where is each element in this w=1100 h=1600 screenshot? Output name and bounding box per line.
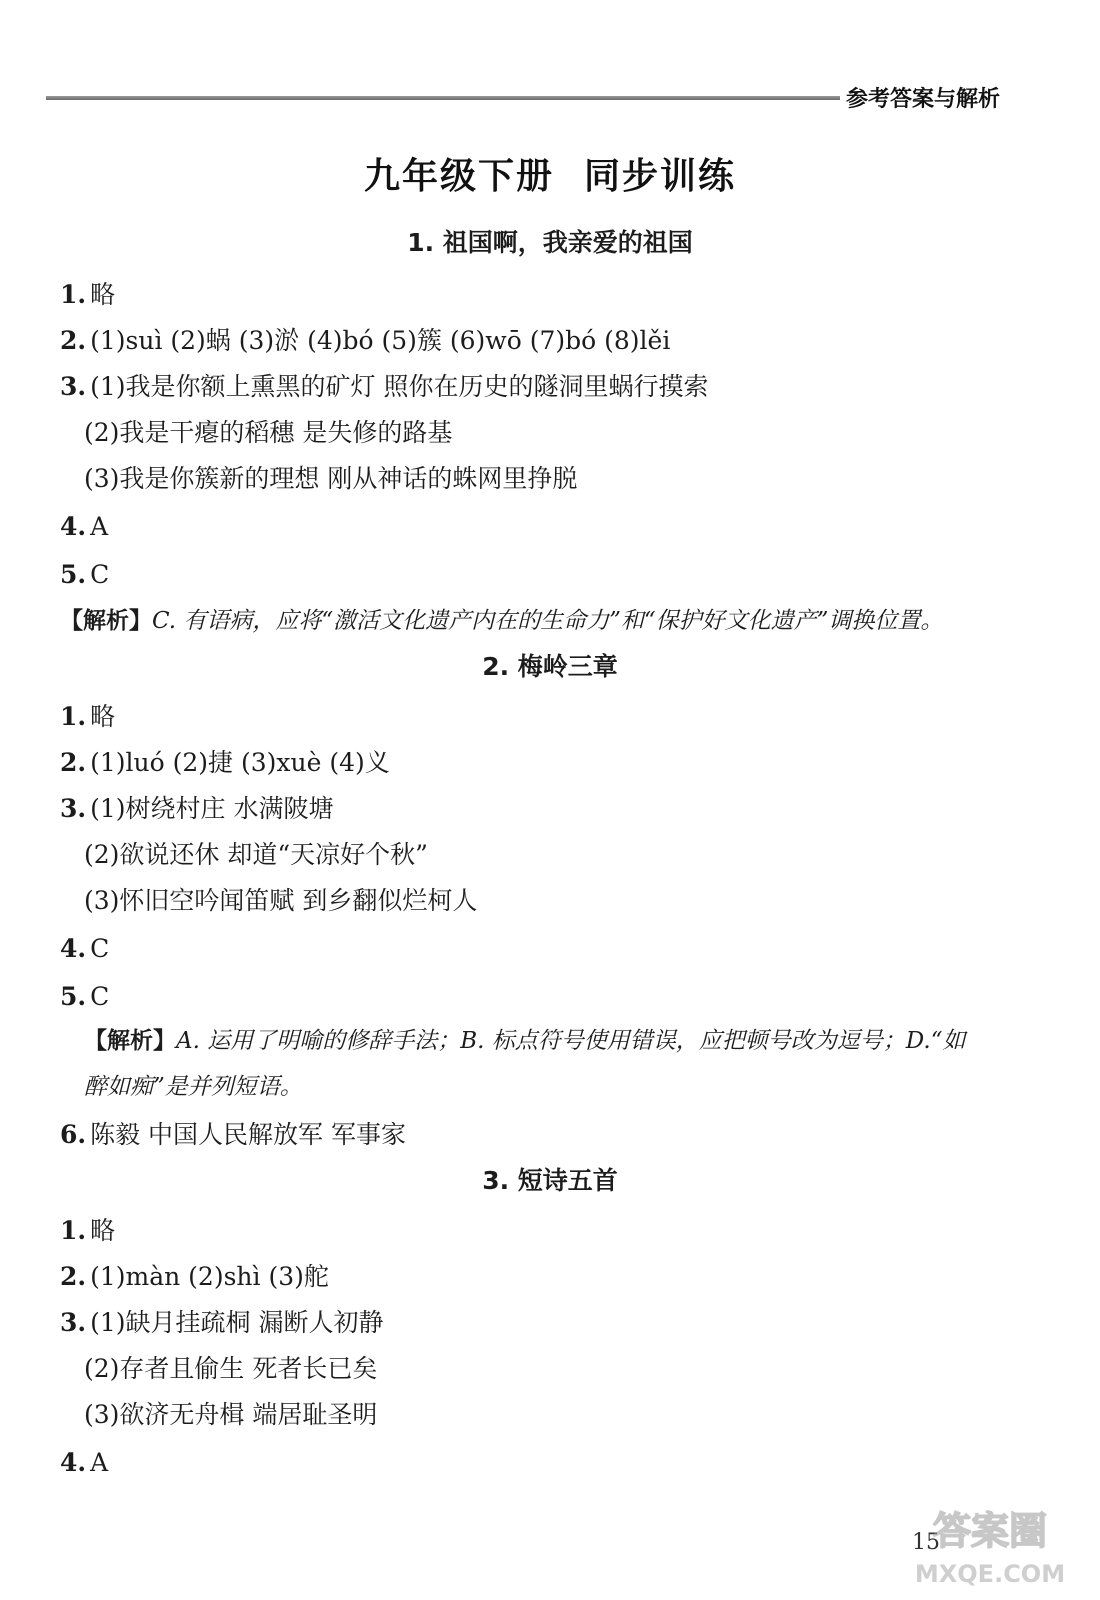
page-number: 15 [912,1530,940,1555]
answer-text: 陈毅 中国人民解放军 军事家 [90,1120,407,1149]
answer-line [60,512,108,542]
answer-text: A [90,1448,109,1477]
answer-line [60,1448,108,1478]
answer-number: 4. [60,934,87,963]
analysis-tag: 【解析】 [60,607,152,634]
answer-number: 4. [60,1448,87,1477]
answer-text: (1)缺月挂疏桐 漏断人初静 [90,1308,384,1337]
analysis-note [84,1026,1004,1056]
answer-line [84,464,577,494]
analysis-text: C. 有语病，应将“激活文化遗产内在的生命力”和“保护好文化遗产”调换位置。 [152,608,944,634]
answer-line [84,418,452,448]
watermark-url: MXQE.COM [914,1560,1066,1588]
answer-line [60,982,109,1012]
header-rule [46,96,840,100]
answer-line [60,560,109,590]
answer-text: (1)我是你额上熏黑的矿灯 照你在历史的隧洞里蜗行摸索 [90,372,709,401]
answer-line [84,1354,377,1384]
section-heading-2: 2. 梅岭三章 [482,652,618,681]
watermark-logo [910,1498,1070,1592]
answer-line [60,372,708,402]
answer-line [60,1216,115,1246]
section-heading-3: 3. 短诗五首 [482,1166,618,1195]
analysis-text: 醉如痴”是并列短语。 [84,1074,303,1100]
answer-line [84,840,428,870]
answer-text: A [90,512,109,541]
analysis-note-continued [84,1072,1004,1102]
answer-number: 5. [60,560,87,589]
answer-line [60,280,115,310]
answer-line [60,794,333,824]
answer-line [84,886,477,916]
answer-text: 略 [90,280,116,309]
answer-line [60,1308,383,1338]
analysis-text: A. 运用了明喻的修辞手法；B. 标点符号使用错误，应把顿号改为逗号；D.“如 [176,1028,966,1054]
answer-text: C [90,982,110,1011]
answer-text: (3)我是你簇新的理想 刚从神话的蛛网里挣脱 [84,464,578,493]
answer-text: (1)luó (2)捷 (3)xuè (4)义 [90,748,390,777]
answer-text: (3)欲济无舟楫 端居耻圣明 [84,1400,378,1429]
answer-number: 6. [60,1120,87,1149]
answer-number: 2. [60,326,87,355]
answer-line [84,1400,377,1430]
answer-number: 5. [60,982,87,1011]
answer-text: 略 [90,702,116,731]
answer-number: 1. [60,280,87,309]
page-title-grade: 九年级下册 [363,156,554,197]
answer-number: 1. [60,702,87,731]
answer-text: C [90,934,110,963]
answer-text: (3)怀旧空吟闻笛赋 到乡翻似烂柯人 [84,886,478,915]
answer-number: 2. [60,748,87,777]
analysis-tag: 【解析】 [84,1027,176,1054]
answer-text: (2)存者且偷生 死者长已矣 [84,1354,378,1383]
answer-text: (1)màn (2)shì (3)舵 [90,1262,329,1291]
watermark-text: 答案圈 [932,1509,1048,1553]
answer-number: 3. [60,1308,87,1337]
page-header [46,78,1000,114]
answer-line [60,702,115,732]
answer-number: 2. [60,1262,87,1291]
analysis-note [60,606,980,636]
answer-line [60,326,670,356]
answer-line [60,934,109,964]
answer-text: (2)欲说还休 却道“天凉好个秋” [84,840,428,869]
answer-text: (1)suì (2)蜗 (3)淤 (4)bó (5)簇 (6)wō (7)bó (8)lěi [90,326,671,355]
answer-line [60,1262,329,1292]
answer-number: 3. [60,794,87,823]
answer-text: (2)我是干瘪的稻穗 是失修的路基 [84,418,453,447]
answer-line [60,748,390,778]
page-title-training: 同步训练 [584,156,737,197]
section-heading-1: 1. 祖国啊，我亲爱的祖国 [407,228,693,257]
answer-line [60,1120,406,1150]
page-title [0,148,1100,199]
answer-number: 3. [60,372,87,401]
header-title: 参考答案与解析 [845,87,1000,112]
answer-text: C [90,560,110,589]
answer-text: 略 [90,1216,116,1245]
answer-text: (1)树绕村庄 水满陂塘 [90,794,334,823]
answer-number: 1. [60,1216,87,1245]
answer-number: 4. [60,512,87,541]
